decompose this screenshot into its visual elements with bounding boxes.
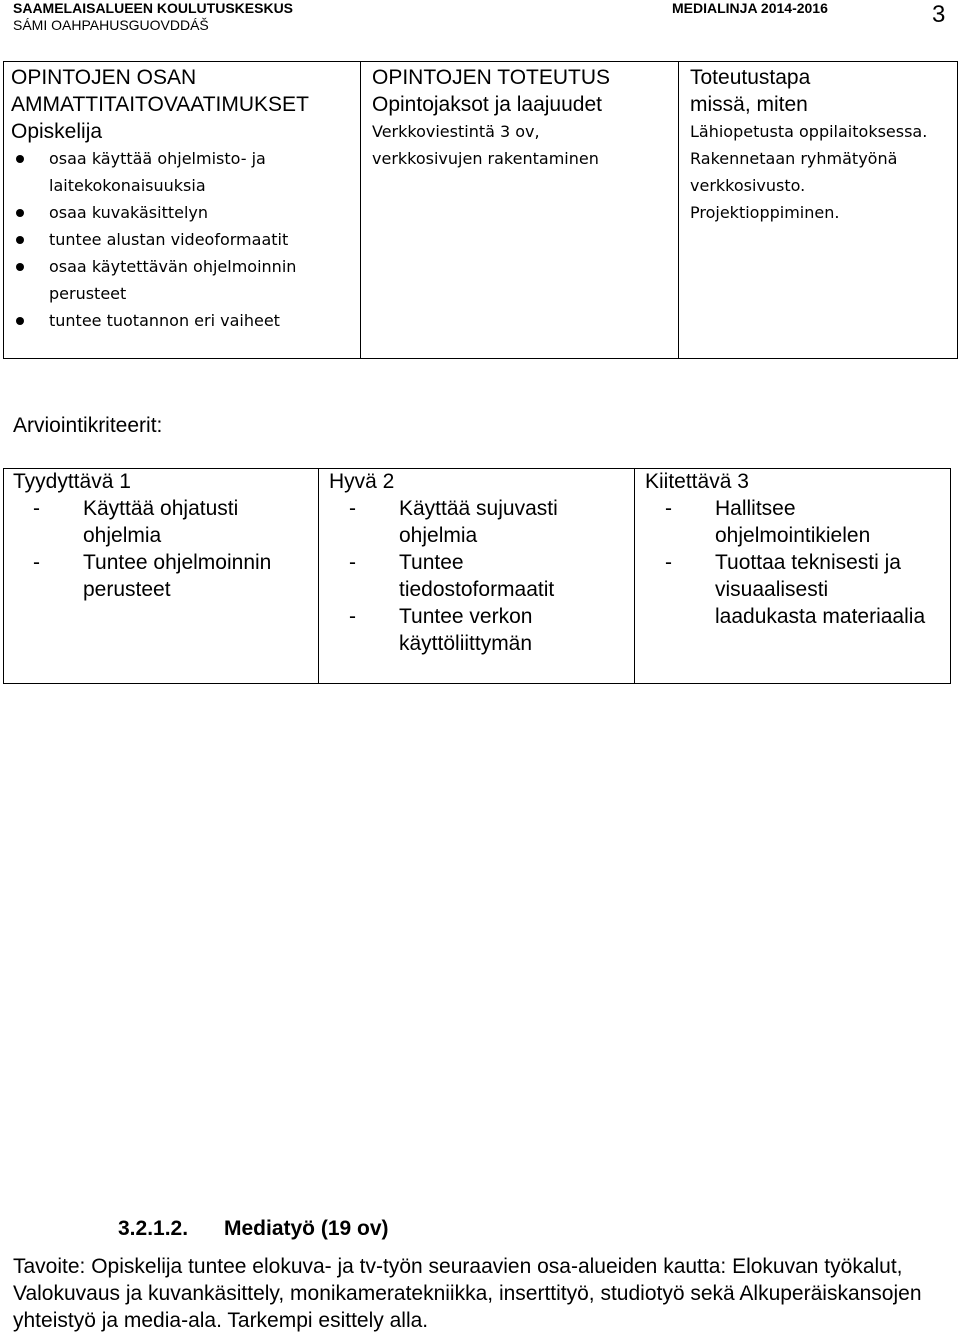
page-number: 3 [932, 1, 946, 28]
method-body: Lähiopetusta oppilaitoksessa. Rakennetaan ryhmätyönä verkkosivusto. Projektioppiminen. [690, 122, 928, 222]
requirements-subheading: Opiskelija [11, 120, 103, 143]
list-item: - Hallitsee ohjelmointikielen [665, 495, 890, 549]
list-item: - Käyttää sujuvasti ohjelmia [349, 495, 584, 549]
requirements-list [11, 145, 356, 334]
list-item: - Tuntee ohjelmoinnin perusteet [33, 549, 283, 603]
implementation-column [372, 64, 672, 172]
section-objective: Tavoite: Opiskelija tuntee elokuva- ja tv-työn seuraavien osa-alueiden kautta: Elokuvan työkalut, Valokuvaus ja kuvankäsittely, monikameratekniikka, inserttityö, studiotyö sekä Alkuperäiskansojen yhteistyö ja media-ala. Tarkempi esittely alla. [13, 1255, 922, 1332]
method-subheading: missä, miten [690, 93, 808, 116]
requirements-heading: OPINTOJEN OSAN AMMATTITAITOVAATIMUKSET [11, 66, 309, 116]
list-item: osaa käytettävän ohjelmoinnin perusteet [11, 253, 356, 307]
table-divider [678, 62, 679, 358]
section-heading [118, 1215, 389, 1242]
page-header-left [13, 0, 293, 34]
list-item: osaa käyttää ohjelmisto- ja laitekokonaisuuksia [11, 145, 356, 199]
criteria-heading: Kiitettävä 3 [645, 470, 749, 493]
requirements-column [11, 64, 356, 334]
section-title: Mediatyö (19 ov) [224, 1217, 389, 1240]
list-item: - Käyttää ohjatusti ohjelmia [33, 495, 273, 549]
criteria-list [329, 495, 629, 657]
table-divider [360, 62, 361, 358]
criteria-column-satisfactory [13, 468, 313, 603]
table-divider [634, 469, 635, 683]
section-number: 3.2.1.2. [118, 1217, 189, 1240]
criteria-column-good [329, 468, 629, 657]
organization-name: SAAMELAISALUEEN KOULUTUSKESKUS [13, 0, 294, 16]
implementation-heading: OPINTOJEN TOTEUTUS [372, 66, 611, 89]
table-divider [318, 469, 319, 683]
list-item: - Tuntee verkon käyttöliittymän [349, 603, 579, 657]
list-item: - Tuottaa teknisesti ja visuaalisesti laadukasta materiaalia [665, 549, 930, 630]
list-item: tuntee tuotannon eri vaiheet [11, 307, 356, 334]
organization-name-sami: SÁMI OAHPAHUSGUOVDDÁŠ [13, 17, 209, 33]
criteria-list [13, 495, 313, 603]
list-item: - Tuntee tiedostoformaatit [349, 549, 579, 603]
program-name: MEDIALINJA 2014-2016 [672, 0, 828, 16]
list-item: tuntee alustan videoformaatit [11, 226, 356, 253]
criteria-column-excellent [645, 468, 945, 630]
method-column [690, 64, 955, 226]
implementation-subheading: Opintojaksot ja laajuudet [372, 93, 602, 116]
criteria-label: Arviointikriteerit: [13, 414, 163, 437]
implementation-body: Verkkoviestintä 3 ov, verkkosivujen rakentaminen [372, 122, 599, 168]
criteria-list [645, 495, 945, 630]
list-item: osaa kuvakäsittelyn [11, 199, 356, 226]
criteria-heading: Hyvä 2 [329, 470, 395, 493]
criteria-heading: Tyydyttävä 1 [13, 470, 131, 493]
method-heading: Toteutustapa [690, 66, 811, 89]
